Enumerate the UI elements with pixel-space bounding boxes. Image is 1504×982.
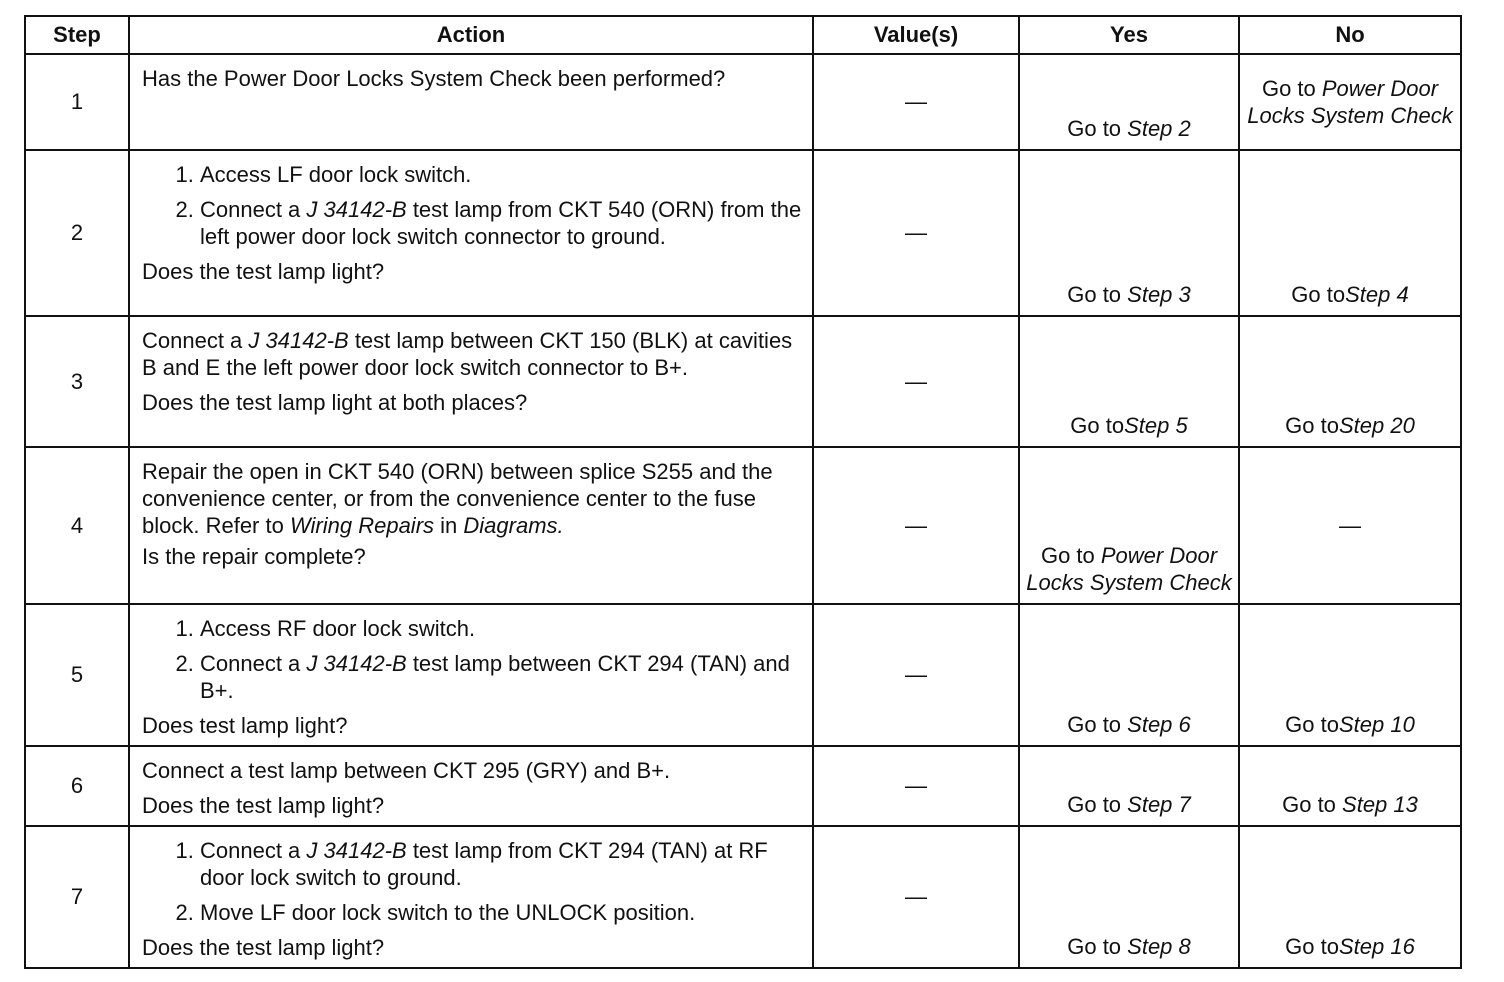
action-text-part: Repair the open in CKT 540 (ORN) between splice S255 and the convenience center, or from the convenience center to the fuse block. Refer to <box>142 459 773 538</box>
table-row <box>25 150 1461 316</box>
list-item <box>200 196 802 250</box>
list-item-text: Connect a <box>200 197 307 222</box>
list-item <box>200 650 802 704</box>
step-number: 2 <box>25 150 129 316</box>
diagnostic-table <box>24 15 1462 969</box>
no-cell <box>1239 150 1461 316</box>
action-text-part: in <box>434 513 464 538</box>
list-item-text: test lamp from CKT 540 (ORN) from the left power door lock switch connector to ground. <box>200 197 802 249</box>
action-question: Does the test lamp light at both places? <box>142 390 528 415</box>
no-prefix: Go to <box>1261 75 1322 101</box>
header-no: No <box>1239 16 1461 54</box>
header-action: Action <box>129 16 813 54</box>
value-cell <box>813 826 1019 968</box>
list-item <box>200 899 802 926</box>
header-row <box>25 16 1461 54</box>
value-cell <box>813 746 1019 826</box>
list-item <box>200 161 802 188</box>
no-link[interactable]: Power Door Locks System Check <box>1247 75 1453 128</box>
step-number: 7 <box>25 826 129 968</box>
value-dash: — <box>905 662 927 687</box>
action-question: Does the test lamp light? <box>142 935 385 960</box>
table-row <box>25 746 1461 826</box>
list-item <box>200 615 802 642</box>
yes-cell <box>1019 150 1239 316</box>
yes-cell <box>1019 54 1239 150</box>
tool-name: J 34142-B <box>248 328 349 353</box>
table-row <box>25 826 1461 968</box>
action-question: Does the test lamp light? <box>142 259 385 284</box>
action-text-part: test lamp between CKT 150 (BLK) at cavities B and E the left power door lock switch connector to B+. <box>142 328 793 380</box>
no-cell <box>1239 746 1461 826</box>
list-item-text: Connect a <box>200 838 307 863</box>
value-cell <box>813 604 1019 746</box>
table-row <box>25 54 1461 150</box>
yes-link[interactable]: Step 2 <box>1127 116 1191 141</box>
value-dash: — <box>905 368 927 394</box>
value-dash: — <box>905 89 927 114</box>
yes-prefix: Go to <box>1067 792 1128 817</box>
yes-cell <box>1019 447 1239 604</box>
action-cell <box>129 54 813 150</box>
no-link[interactable]: Step 16 <box>1338 934 1415 959</box>
yes-prefix: Go to <box>1067 282 1128 307</box>
yes-prefix: Go to <box>1040 543 1101 568</box>
no-cell <box>1239 826 1461 968</box>
no-prefix: Go to <box>1285 712 1339 737</box>
value-cell <box>813 150 1019 316</box>
action-question: Does the test lamp light? <box>142 793 385 818</box>
yes-link[interactable]: Step 7 <box>1127 792 1191 817</box>
tool-name: J 34142-B <box>306 838 407 863</box>
step-number: 4 <box>25 447 129 604</box>
header-values: Value(s) <box>813 16 1019 54</box>
action-cell <box>129 746 813 826</box>
action-text-part: Connect a <box>142 328 249 353</box>
reference-link: Wiring Repairs <box>289 513 435 538</box>
action-text <box>142 458 802 539</box>
header-yes: Yes <box>1019 16 1239 54</box>
value-dash: — <box>905 884 927 909</box>
step-number: 6 <box>25 746 129 826</box>
action-list <box>142 161 802 250</box>
yes-link[interactable]: Step 8 <box>1127 934 1191 959</box>
no-prefix: Go to <box>1282 792 1343 817</box>
action-cell <box>129 150 813 316</box>
yes-cell <box>1019 316 1239 447</box>
yes-prefix: Go to <box>1067 712 1128 737</box>
value-dash: — <box>905 773 927 798</box>
list-item-text: Move LF door lock switch to the UNLOCK position. <box>200 900 696 925</box>
value-cell <box>813 54 1019 150</box>
action-text <box>142 327 802 381</box>
table-row <box>25 447 1461 604</box>
action-cell <box>129 316 813 447</box>
no-cell <box>1239 447 1461 604</box>
list-item-text: test lamp from CKT 294 (TAN) at RF door lock switch to ground. <box>200 838 768 890</box>
yes-cell <box>1019 604 1239 746</box>
action-question: Is the repair complete? <box>142 544 366 569</box>
no-cell <box>1239 54 1461 150</box>
no-link[interactable]: Step 10 <box>1338 712 1415 737</box>
value-cell <box>813 447 1019 604</box>
step-number: 3 <box>25 316 129 447</box>
action-cell <box>129 447 813 604</box>
list-item-text: Access RF door lock switch. <box>200 616 476 641</box>
tool-name: J 34142-B <box>306 197 407 222</box>
table-row <box>25 604 1461 746</box>
yes-link[interactable]: Step 3 <box>1127 282 1191 307</box>
yes-link[interactable]: Step 6 <box>1127 712 1191 737</box>
no-prefix: Go to <box>1285 934 1339 959</box>
no-cell <box>1239 316 1461 447</box>
action-list <box>142 615 802 704</box>
no-link[interactable]: Step 20 <box>1338 413 1415 438</box>
no-cell <box>1239 604 1461 746</box>
yes-prefix: Go to <box>1067 934 1128 959</box>
no-link[interactable]: Step 13 <box>1342 792 1418 817</box>
step-number: 5 <box>25 604 129 746</box>
yes-cell <box>1019 826 1239 968</box>
list-item-text: test lamp between CKT 294 (TAN) and B+. <box>200 651 790 703</box>
list-item <box>200 837 802 891</box>
no-prefix: Go to <box>1285 413 1339 438</box>
header-step: Step <box>25 16 129 54</box>
action-list <box>142 837 802 926</box>
list-item-text: Access LF door lock switch. <box>200 162 472 187</box>
no-prefix: Go to <box>1291 282 1346 307</box>
value-dash: — <box>905 220 927 245</box>
action-text: Connect a test lamp between CKT 295 (GRY) and B+. <box>142 758 671 783</box>
reference-link: Diagrams. <box>463 513 564 538</box>
yes-link[interactable]: Step 5 <box>1124 413 1188 438</box>
yes-prefix: Go to <box>1070 413 1125 438</box>
value-dash: — <box>905 512 927 538</box>
step-number: 1 <box>25 54 129 150</box>
yes-prefix: Go to <box>1067 116 1128 141</box>
yes-cell <box>1019 746 1239 826</box>
no-link[interactable]: Step 4 <box>1345 282 1409 307</box>
list-item-text: Connect a <box>200 651 307 676</box>
action-text: Has the Power Door Locks System Check been performed? <box>142 66 726 91</box>
action-cell <box>129 826 813 968</box>
table-row <box>25 316 1461 447</box>
action-cell <box>129 604 813 746</box>
tool-name: J 34142-B <box>306 651 407 676</box>
yes-link[interactable]: Power Door Locks System Check <box>1026 543 1232 595</box>
no-dash: — <box>1339 512 1361 538</box>
value-cell <box>813 316 1019 447</box>
action-question: Does test lamp light? <box>142 713 348 738</box>
